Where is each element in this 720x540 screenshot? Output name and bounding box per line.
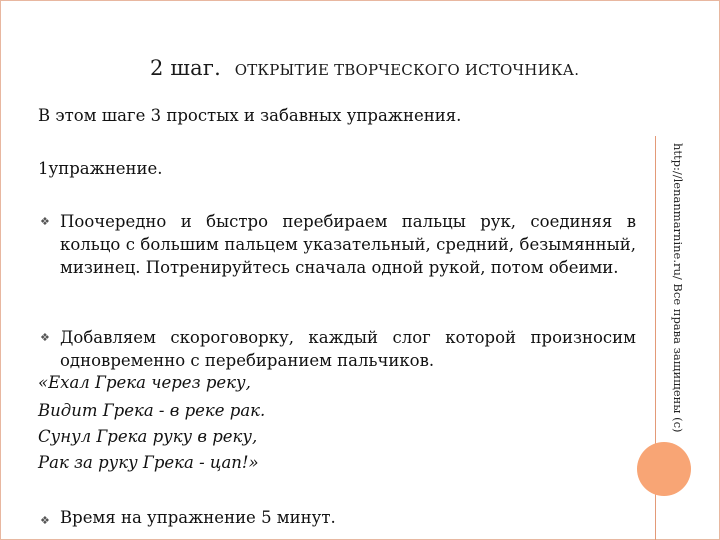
title-step: 2 шаг. (150, 56, 221, 80)
time-note: Время на упражнение 5 минут. (60, 508, 336, 527)
verse-line: Рак за руку Грека - цап!» (38, 453, 259, 472)
title-main: ОТКРЫТИЕ ТВОРЧЕСКОГО ИСТОЧНИКА. (234, 61, 580, 79)
slide-title (150, 56, 650, 80)
slide-subtitle: В этом шаге 3 простых и забавных упражнения. (38, 106, 462, 125)
exercise-heading: 1упражнение. (38, 159, 163, 178)
verse-line: Сунул Грека руку в реку, (38, 427, 258, 446)
bullet-icon: ❖ (40, 514, 50, 527)
paragraph-finger-exercise: Поочередно и быстро перебираем пальцы рук, соединяя в кольцо с большим пальцем указательный, средний, безымянный, мизинец. Потренируйтесь сначала одной рукой, потом обеими. (60, 212, 636, 277)
bullet-icon: ❖ (40, 215, 50, 228)
paragraph-tongue-twister: Добавляем скороговорку, каждый слог которой произносим одновременно с перебиранием пальчиков. (60, 328, 636, 370)
verse-line: Видит Грека - в реке рак. (38, 401, 266, 420)
verse-line: «Ехал Грека через реку, (38, 373, 251, 392)
side-copyright-text: http://lenanmarnine.ru/ Все права защищены (с) (671, 143, 685, 433)
bullet-icon: ❖ (40, 331, 50, 344)
decorative-circle (637, 442, 691, 496)
